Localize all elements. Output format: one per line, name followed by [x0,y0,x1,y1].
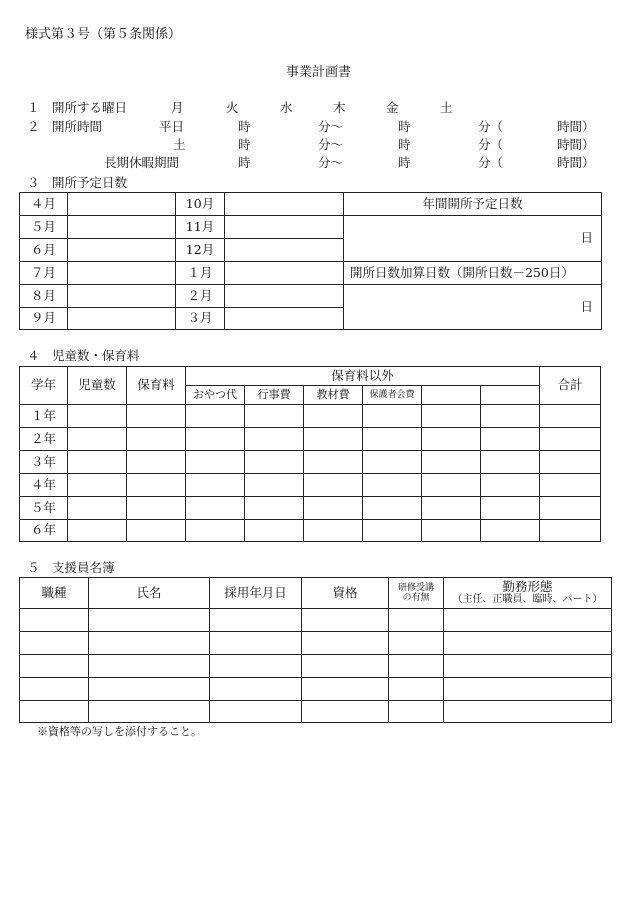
section5-heading: ５ 支援員名簿 [27,560,115,575]
day-thu: 木 [333,100,346,115]
day-sat: 土 [440,100,453,115]
training-line-2: の有無 [402,593,430,603]
data-cell[interactable] [304,520,363,542]
data-cell[interactable] [186,405,245,428]
employment-label: 勤務形態 [502,579,553,595]
days-input-cell[interactable] [225,193,344,216]
month-label: ８月 [20,285,68,308]
data-cell[interactable] [127,428,186,451]
data-cell[interactable] [304,451,363,474]
data-cell[interactable] [68,520,127,542]
addition-days-label: 開所日数加算日数（開所日数－250日） [344,262,602,285]
month-label: 11月 [176,216,225,239]
data-cell[interactable] [89,632,210,655]
data-cell[interactable] [127,405,186,428]
data-cell[interactable] [68,474,127,497]
data-cell[interactable] [302,632,389,655]
col-header-qualification: 資格 [302,578,389,609]
data-cell[interactable] [245,405,304,428]
month-label: ２月 [176,285,225,308]
days-input-cell[interactable] [68,262,176,285]
days-input-cell[interactable] [225,262,344,285]
day-mon: 月 [171,100,184,115]
data-cell[interactable] [304,405,363,428]
data-cell[interactable] [20,655,89,678]
col-header-fee: 保育料 [127,367,186,405]
data-cell[interactable] [540,451,601,474]
unit-hour: 時 [238,155,251,170]
data-cell[interactable] [389,655,444,678]
unit-hour: 時 [398,119,411,134]
data-cell[interactable] [245,520,304,542]
col-header-hire-date: 採用年月日 [210,578,302,609]
data-cell[interactable] [363,405,422,428]
days-input-cell[interactable] [68,216,176,239]
section3-heading: ３ 開所予定日数 [27,175,128,190]
data-cell[interactable] [68,497,127,520]
col-header-grade: 学年 [20,367,68,405]
data-cell[interactable] [20,678,89,701]
col-header-event: 行事費 [245,386,304,405]
data-cell[interactable] [89,609,210,632]
table-row [20,497,601,520]
month-label: ９月 [20,308,68,330]
data-cell[interactable] [481,474,540,497]
data-cell[interactable] [422,520,481,542]
grade-label: ３年 [20,451,68,474]
days-input-cell[interactable] [225,308,344,330]
section2-number: ２ [27,119,40,134]
data-cell[interactable] [540,428,601,451]
data-cell[interactable] [481,520,540,542]
table-row [20,520,601,542]
col-header-snack: おやつ代 [186,386,245,405]
days-input-cell[interactable] [225,216,344,239]
data-cell[interactable] [302,609,389,632]
col-header-total: 合計 [540,367,601,405]
unit-minute-paren: 分（ [478,155,504,170]
data-cell[interactable] [304,428,363,451]
col-header-blank [422,386,481,405]
days-input-cell[interactable] [68,308,176,330]
data-cell[interactable] [245,497,304,520]
grade-label: ２年 [20,428,68,451]
data-cell[interactable] [363,497,422,520]
month-label: １月 [176,262,225,285]
table-row [20,474,601,497]
data-cell[interactable] [245,451,304,474]
data-cell[interactable] [540,520,601,542]
table-row [20,451,601,474]
data-cell[interactable] [481,497,540,520]
unit-hours-total: 時間） [557,137,595,152]
unit-hour: 時 [398,155,411,170]
table-row [20,678,612,701]
data-cell[interactable] [444,678,612,701]
data-cell[interactable] [186,474,245,497]
data-cell[interactable] [481,428,540,451]
hours-row-weekday-label: 平日 [159,119,185,134]
data-cell[interactable] [302,678,389,701]
month-label: ７月 [20,262,68,285]
month-label: ６月 [20,239,68,262]
data-cell[interactable] [444,609,612,632]
month-label: ４月 [20,193,68,216]
annual-days-unit: 日 [580,230,593,246]
days-input-cell[interactable] [68,193,176,216]
month-label: 12月 [176,239,225,262]
form-number-label: 様式第３号（第５条関係） [25,27,182,42]
attachment-note: ※資格等の写しを添付すること。 [37,725,202,738]
data-cell[interactable] [389,701,444,723]
data-cell[interactable] [363,520,422,542]
data-cell[interactable] [422,451,481,474]
col-header-job-type: 職種 [20,578,89,609]
data-cell[interactable] [540,497,601,520]
children-fee-table [19,366,601,542]
unit-minute-range: 分～ [318,155,344,170]
data-cell[interactable] [210,655,302,678]
data-cell[interactable] [20,632,89,655]
data-cell[interactable] [422,474,481,497]
hours-row-holiday-label: 長期休暇期間 [104,155,180,170]
data-cell[interactable] [481,451,540,474]
grade-label: ５年 [20,497,68,520]
unit-hours-total: 時間） [557,155,595,170]
month-label: ３月 [176,308,225,330]
data-cell[interactable] [210,609,302,632]
unit-hour: 時 [238,137,251,152]
employment-note: （主任、正職員、臨時、パート） [452,594,603,606]
data-cell[interactable] [89,701,210,723]
data-cell[interactable] [481,405,540,428]
data-cell[interactable] [444,701,612,723]
table-row [20,405,601,428]
data-cell[interactable] [363,474,422,497]
data-cell[interactable] [68,451,127,474]
data-cell[interactable] [127,520,186,542]
section1-label: 開所する曜日 [52,100,128,115]
grade-label: １年 [20,405,68,428]
table-row [20,655,612,678]
unit-minute-paren: 分（ [478,119,504,134]
data-cell[interactable] [389,678,444,701]
col-header-training [389,578,444,609]
col-header-other-fees: 保育料以外 [186,367,540,386]
data-cell[interactable] [422,405,481,428]
days-input-cell[interactable] [225,285,344,308]
month-label: 10月 [176,193,225,216]
data-cell[interactable] [245,474,304,497]
staff-roster-table [19,577,612,723]
data-cell[interactable] [363,451,422,474]
unit-hour: 時 [398,137,411,152]
data-cell[interactable] [186,451,245,474]
col-header-employment [444,578,612,609]
col-header-name: 氏名 [89,578,210,609]
addition-days-value-cell[interactable] [344,285,602,330]
data-cell[interactable] [444,655,612,678]
opening-days-table [19,192,602,330]
data-cell[interactable] [389,632,444,655]
data-cell[interactable] [540,405,601,428]
data-cell[interactable] [210,701,302,723]
page-title: 事業計画書 [286,65,352,80]
data-cell[interactable] [444,632,612,655]
table-row [20,701,612,723]
table-row [20,632,612,655]
table-row [20,609,612,632]
training-line-1: 研修受講 [397,582,434,593]
data-cell[interactable] [210,678,302,701]
data-cell[interactable] [304,497,363,520]
day-wed: 水 [280,100,293,115]
col-header-materials: 教材費 [304,386,363,405]
days-input-cell[interactable] [225,239,344,262]
data-cell[interactable] [68,405,127,428]
data-cell[interactable] [210,632,302,655]
data-cell[interactable] [186,497,245,520]
days-input-cell[interactable] [68,285,176,308]
annual-days-label: 年間開所予定日数 [344,193,602,216]
day-tue: 火 [226,100,239,115]
data-cell[interactable] [68,428,127,451]
data-cell[interactable] [89,655,210,678]
data-cell[interactable] [422,428,481,451]
addition-days-unit: 日 [580,298,593,314]
col-header-blank [481,386,540,405]
col-header-children: 児童数 [68,367,127,405]
unit-minute-range: 分～ [318,119,344,134]
day-fri: 金 [386,100,399,115]
section1-number: １ [27,100,40,115]
data-cell[interactable] [363,428,422,451]
section4-heading: ４ 児童数・保育料 [27,348,140,363]
grade-label: ４年 [20,474,68,497]
unit-hours-total: 時間） [557,119,595,134]
unit-minute-range: 分～ [318,137,344,152]
data-cell[interactable] [127,474,186,497]
data-cell[interactable] [20,609,89,632]
month-label: ５月 [20,216,68,239]
annual-days-value-cell[interactable] [344,216,602,262]
data-cell[interactable] [127,451,186,474]
data-cell[interactable] [540,474,601,497]
data-cell[interactable] [304,474,363,497]
data-cell[interactable] [245,428,304,451]
unit-minute-paren: 分（ [478,137,504,152]
data-cell[interactable] [186,520,245,542]
table-row [20,428,601,451]
data-cell[interactable] [89,678,210,701]
data-cell[interactable] [302,701,389,723]
data-cell[interactable] [422,497,481,520]
section2-label: 開所時間 [52,119,103,134]
unit-hour: 時 [238,119,251,134]
days-input-cell[interactable] [68,239,176,262]
grade-label: ６年 [20,520,68,542]
data-cell[interactable] [20,701,89,723]
hours-row-saturday-label: 土 [173,137,186,152]
data-cell[interactable] [389,609,444,632]
data-cell[interactable] [302,655,389,678]
data-cell[interactable] [127,497,186,520]
data-cell[interactable] [186,428,245,451]
col-header-parents-assoc: 保護者会費 [363,386,422,405]
